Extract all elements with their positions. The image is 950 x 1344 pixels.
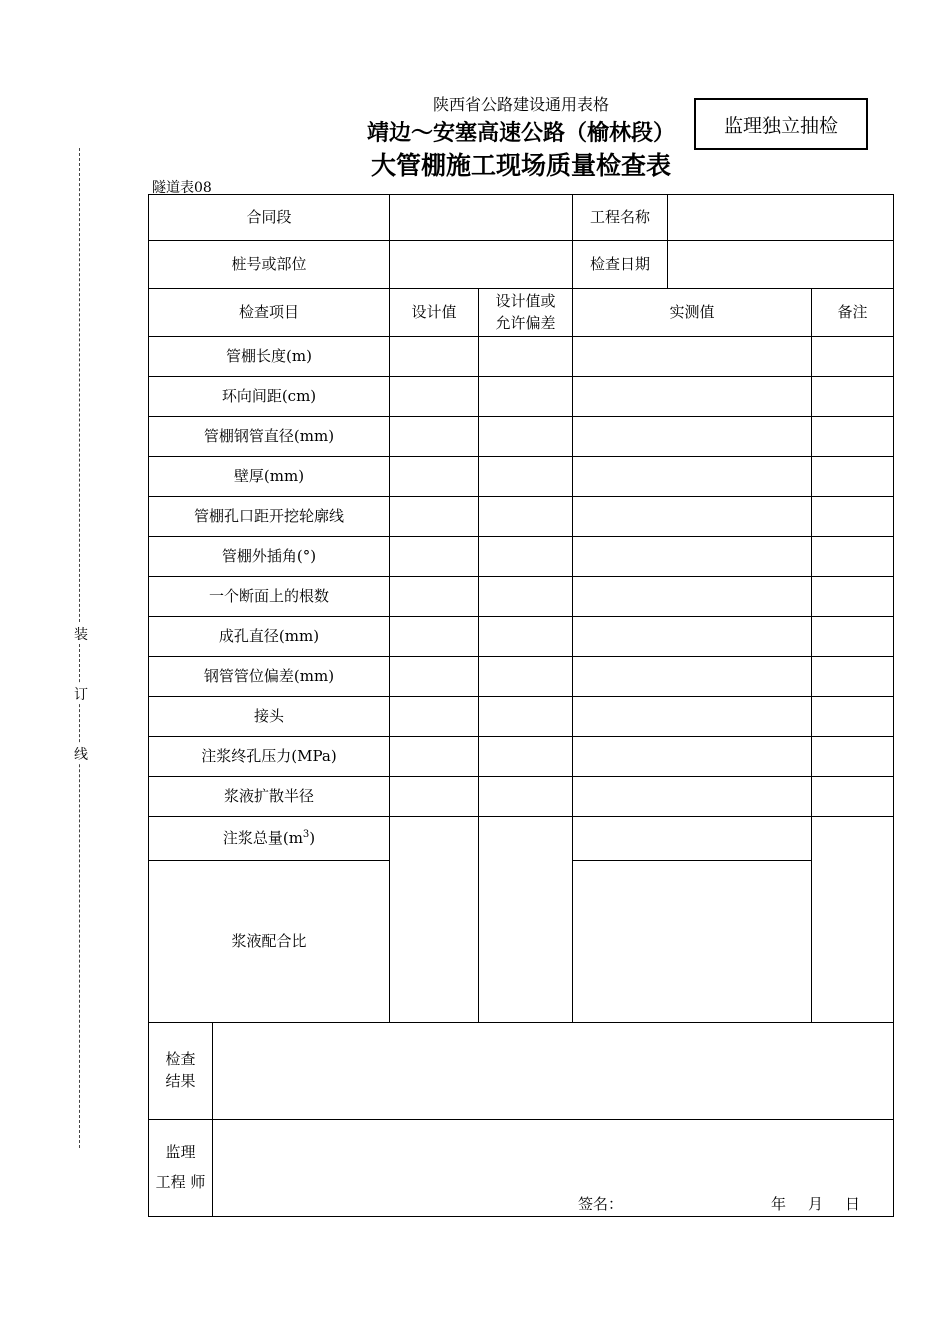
- measured-cell[interactable]: [573, 777, 812, 817]
- grout-total-text: 注浆总量(m: [222, 828, 303, 847]
- col-header-item: 检查项目: [149, 289, 390, 337]
- tolerance-cell[interactable]: [479, 617, 573, 657]
- remark-cell[interactable]: [812, 337, 894, 377]
- tolerance-cell[interactable]: [479, 657, 573, 697]
- check-date-label: 检查日期: [573, 241, 668, 289]
- station-label: 桩号或部位: [149, 241, 390, 289]
- project-name-value-cell[interactable]: [668, 195, 894, 241]
- design-cell[interactable]: [390, 617, 479, 657]
- date-year: 年: [771, 1195, 787, 1214]
- design-cell[interactable]: [390, 817, 479, 1023]
- remark-cell[interactable]: [812, 777, 894, 817]
- design-cell[interactable]: [390, 737, 479, 777]
- design-cell[interactable]: [390, 457, 479, 497]
- measured-cell[interactable]: [573, 697, 812, 737]
- remark-cell[interactable]: [812, 457, 894, 497]
- supervision-stamp-box: 监理独立抽检: [694, 98, 868, 150]
- grout-total-sup: 3: [302, 828, 310, 840]
- item-label: 浆液扩散半径: [149, 777, 390, 817]
- measured-cell[interactable]: [573, 337, 812, 377]
- item-label: 成孔直径(mm): [149, 617, 390, 657]
- measured-cell[interactable]: [573, 377, 812, 417]
- tolerance-cell[interactable]: [479, 577, 573, 617]
- date-day: 日: [845, 1195, 861, 1214]
- tolerance-cell[interactable]: [479, 817, 573, 1023]
- col-header-measured: 实测值: [573, 289, 812, 337]
- item-label: 管棚孔口距开挖轮廓线: [149, 497, 390, 537]
- design-cell[interactable]: [390, 537, 479, 577]
- tolerance-cell[interactable]: [479, 737, 573, 777]
- measured-cell[interactable]: [573, 861, 812, 1023]
- project-name-label: 工程名称: [573, 195, 668, 241]
- tolerance-cell[interactable]: [479, 377, 573, 417]
- contract-value-cell[interactable]: [390, 195, 573, 241]
- tolerance-cell[interactable]: [479, 337, 573, 377]
- contract-label: 合同段: [149, 195, 390, 241]
- form-number: 隧道表08: [152, 180, 212, 196]
- col-header-tolerance-l2: 允许偏差: [495, 313, 556, 332]
- remark-cell[interactable]: [812, 697, 894, 737]
- form-subtitle: 陕西省公路建设通用表格: [432, 95, 609, 114]
- measured-cell[interactable]: [573, 617, 812, 657]
- check-date-value-cell[interactable]: [668, 241, 894, 289]
- tolerance-cell[interactable]: [479, 777, 573, 817]
- measured-cell[interactable]: [573, 537, 812, 577]
- grout-total-close: ): [309, 828, 316, 847]
- sign-date: [771, 1194, 860, 1216]
- tolerance-cell[interactable]: [479, 497, 573, 537]
- engineer-label-l1: 监理: [165, 1143, 196, 1162]
- remark-cell[interactable]: [812, 817, 894, 1023]
- tolerance-cell[interactable]: [479, 697, 573, 737]
- binding-char-zhuang: 装: [73, 624, 89, 644]
- measured-cell[interactable]: [573, 737, 812, 777]
- item-label: 接头: [149, 697, 390, 737]
- signature-label: 签名：: [578, 1195, 624, 1214]
- remark-cell[interactable]: [812, 737, 894, 777]
- item-label: 管棚长度(m): [149, 337, 390, 377]
- item-label-grout-total: [149, 817, 390, 861]
- design-cell[interactable]: [390, 577, 479, 617]
- measured-cell[interactable]: [573, 817, 812, 861]
- tolerance-cell[interactable]: [479, 417, 573, 457]
- item-label-mix-ratio: 浆液配合比: [149, 861, 390, 1023]
- result-label: [149, 1023, 213, 1120]
- design-cell[interactable]: [390, 417, 479, 457]
- design-cell[interactable]: [390, 337, 479, 377]
- remark-cell[interactable]: [812, 417, 894, 457]
- result-content-cell[interactable]: [213, 1023, 894, 1120]
- item-label: 钢管管位偏差(mm): [149, 657, 390, 697]
- design-cell[interactable]: [390, 377, 479, 417]
- item-label: 壁厚(mm): [149, 457, 390, 497]
- measured-cell[interactable]: [573, 457, 812, 497]
- item-label: 环向间距(cm): [149, 377, 390, 417]
- item-label: 一个断面上的根数: [149, 577, 390, 617]
- measured-cell[interactable]: [573, 497, 812, 537]
- tolerance-cell[interactable]: [479, 537, 573, 577]
- item-label: 管棚钢管直径(mm): [149, 417, 390, 457]
- form-title-line1: 靖边～安塞高速公路（榆林段）: [366, 121, 675, 146]
- binding-dashed-line: [79, 148, 80, 1148]
- remark-cell[interactable]: [812, 537, 894, 577]
- col-header-tolerance: [479, 289, 573, 337]
- col-header-remark: 备注: [812, 289, 894, 337]
- result-label-l2: 结果: [165, 1072, 196, 1090]
- design-cell[interactable]: [390, 697, 479, 737]
- item-label: 管棚外插角(°): [149, 537, 390, 577]
- remark-cell[interactable]: [812, 577, 894, 617]
- inspection-table: [148, 194, 894, 1217]
- binding-char-xian: 线: [73, 744, 89, 764]
- design-cell[interactable]: [390, 777, 479, 817]
- binding-char-ding: 订: [73, 684, 89, 704]
- col-header-tolerance-l1: 设计值或: [495, 291, 556, 310]
- measured-cell[interactable]: [573, 657, 812, 697]
- engineer-label: [149, 1120, 213, 1217]
- remark-cell[interactable]: [812, 497, 894, 537]
- design-cell[interactable]: [390, 657, 479, 697]
- tolerance-cell[interactable]: [479, 457, 573, 497]
- measured-cell[interactable]: [573, 577, 812, 617]
- station-value-cell[interactable]: [390, 241, 573, 289]
- form-title-line2: 大管棚施工现场质量检查表: [370, 151, 671, 180]
- item-label: 注浆终孔压力(MPa): [149, 737, 390, 777]
- engineer-label-l2: 工程 师: [155, 1173, 206, 1191]
- remark-cell[interactable]: [812, 377, 894, 417]
- remark-cell[interactable]: [812, 657, 894, 697]
- date-month: 月: [808, 1195, 824, 1214]
- result-label-l1: 检查: [165, 1050, 196, 1069]
- measured-cell[interactable]: [573, 417, 812, 457]
- remark-cell[interactable]: [812, 617, 894, 657]
- engineer-sign-cell[interactable]: [213, 1120, 894, 1217]
- col-header-design: 设计值: [390, 289, 479, 337]
- design-cell[interactable]: [390, 497, 479, 537]
